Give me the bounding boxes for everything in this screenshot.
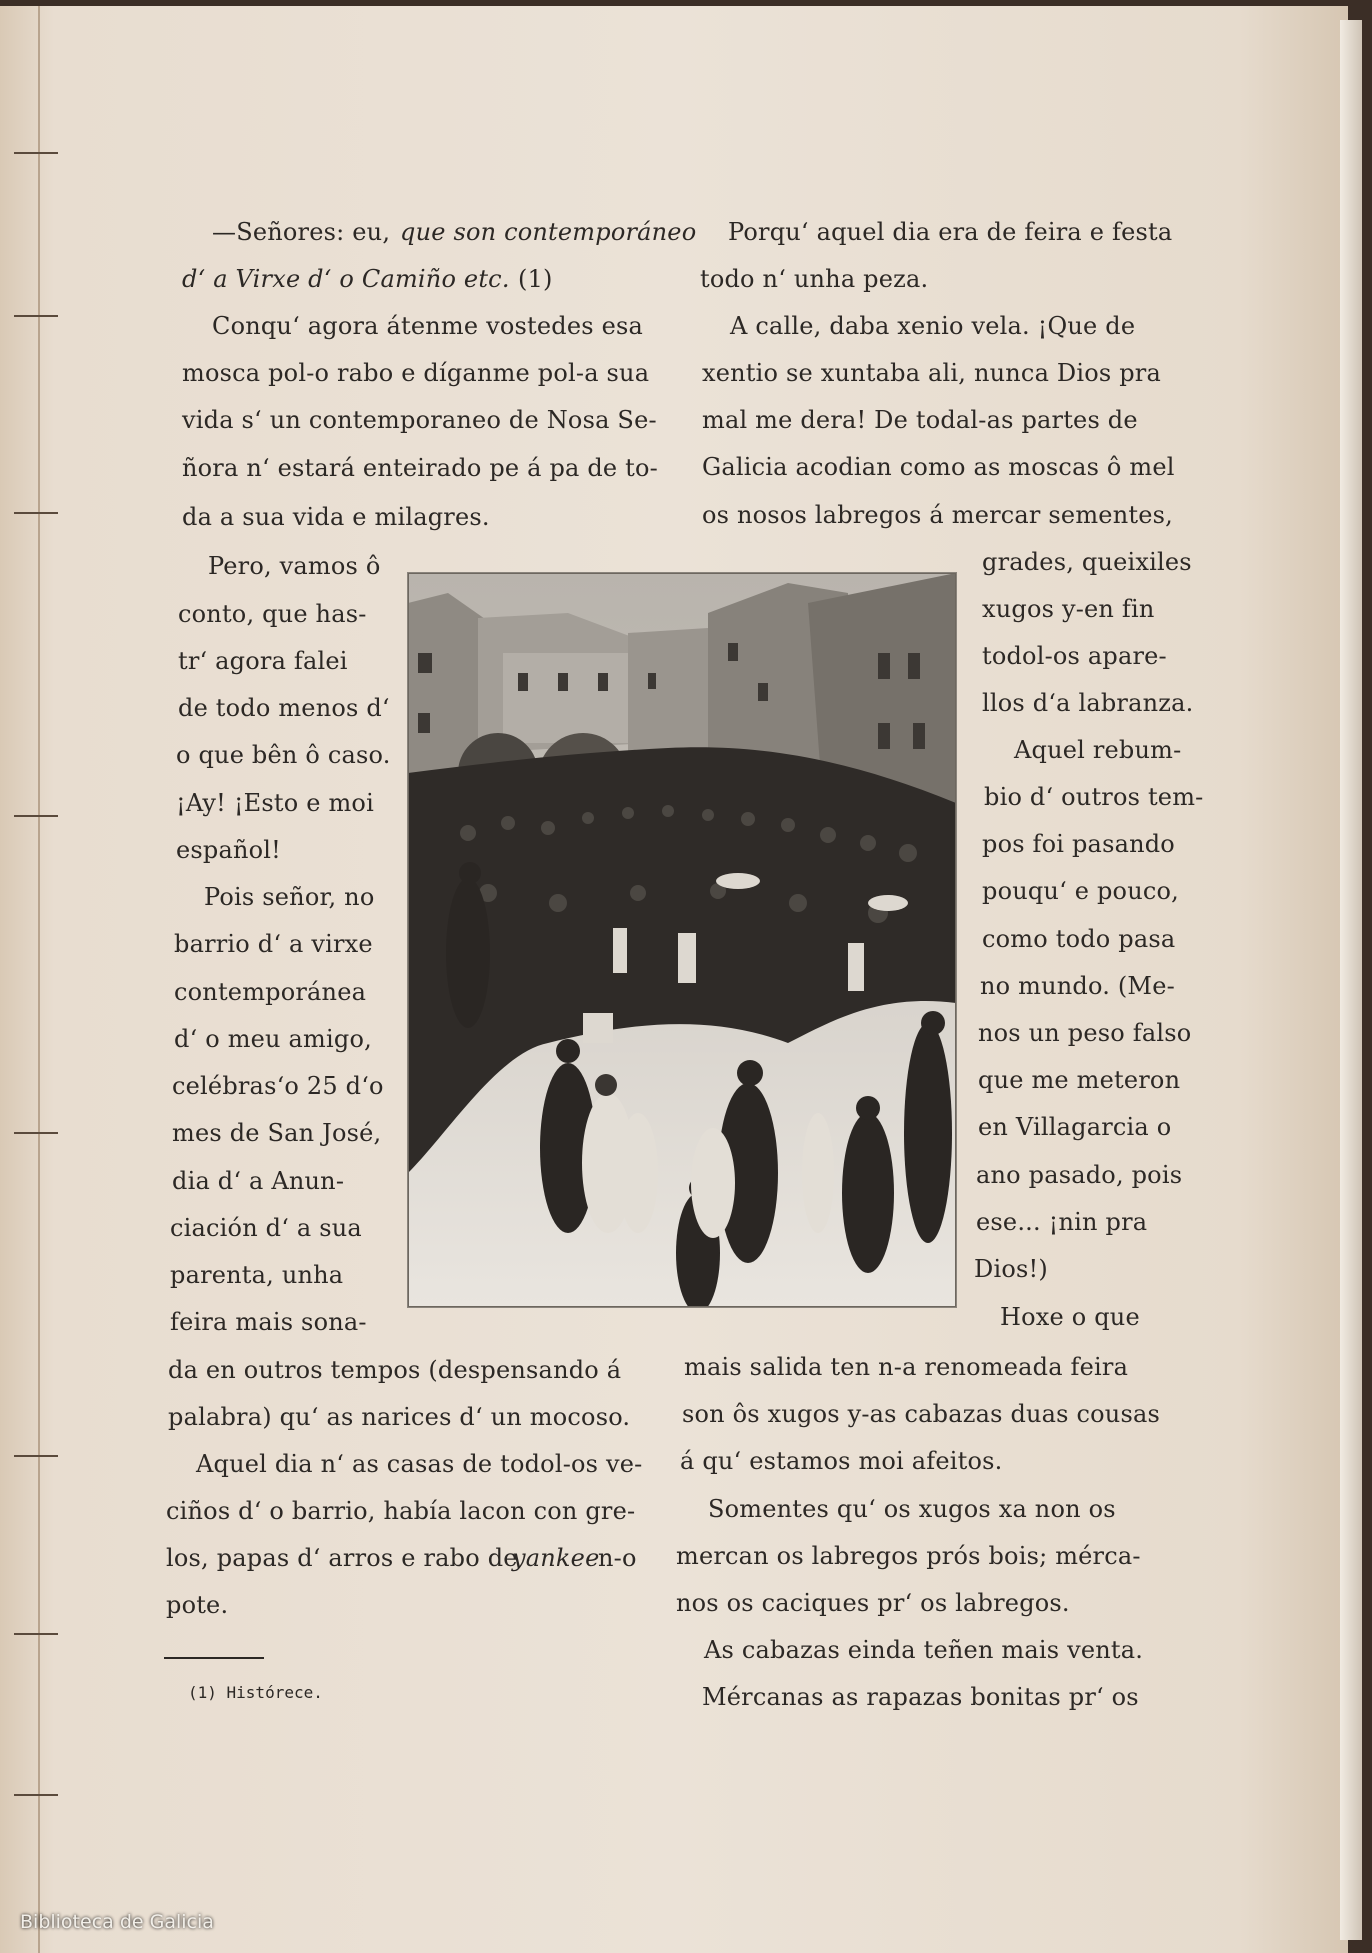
right-narrow-line: Dios!) bbox=[974, 1255, 1048, 1283]
left-narrow-line: Pero, vamos ô bbox=[208, 552, 381, 580]
left-line-4: mosca pol-o rabo e díganme pol-a sua bbox=[182, 359, 650, 387]
binding-line bbox=[38, 6, 40, 1953]
right-narrow-line: como todo pasa bbox=[982, 925, 1176, 953]
left-line-3: Conqu‘ agora átenme vostedes esa bbox=[212, 312, 643, 340]
binding-stitch bbox=[14, 1132, 58, 1134]
left-narrow-line: conto, que has- bbox=[178, 600, 367, 628]
binding-stitch bbox=[14, 815, 58, 817]
left-bottom-line: Aquel dia n‘ as casas de todol-os ve- bbox=[196, 1450, 643, 1478]
left-narrow-line: ciación d‘ a sua bbox=[170, 1214, 362, 1242]
left-narrow-line: dia d‘ a Anun- bbox=[172, 1167, 345, 1195]
right-line: xentio se xuntaba ali, nunca Dios pra bbox=[702, 359, 1161, 387]
right-bottom-line: As cabazas einda teñen mais venta. bbox=[704, 1636, 1144, 1664]
left-narrow-line: de todo menos d‘ bbox=[178, 694, 390, 722]
left-bottom-line: palabra) qu‘ as narices d‘ un mocoso. bbox=[168, 1403, 631, 1431]
page-edge bbox=[1340, 20, 1362, 1940]
right-line: mal me dera! De todal-as partes de bbox=[702, 406, 1138, 434]
footnote-rule bbox=[164, 1657, 264, 1659]
binding-stitch bbox=[14, 512, 58, 514]
right-narrow-line: ano pasado, pois bbox=[976, 1161, 1183, 1189]
left-bottom-line: da en outros tempos (despensando á bbox=[168, 1356, 622, 1384]
binding-stitch bbox=[14, 1794, 58, 1796]
right-bottom-line: Mércanas as rapazas bonitas pr‘ os bbox=[702, 1683, 1139, 1711]
right-narrow-line: ese... ¡nin pra bbox=[976, 1208, 1148, 1236]
right-bottom-line: mercan os labregos prós bois; mérca- bbox=[676, 1542, 1141, 1570]
right-narrow-line: todol-os apare- bbox=[982, 642, 1167, 670]
left-bottom-line: ciños d‘ o barrio, había lacon con gre- bbox=[166, 1497, 636, 1525]
right-narrow-line: grades, queixiles bbox=[982, 548, 1192, 576]
binding-stitch bbox=[14, 315, 58, 317]
left-narrow-line: feira mais sona- bbox=[170, 1308, 367, 1336]
left-line-1b: que son contemporáneo bbox=[400, 218, 697, 246]
right-narrow-line: Aquel rebum- bbox=[1014, 736, 1182, 764]
right-bottom-line: Somentes qu‘ os xugos xa non os bbox=[708, 1495, 1116, 1523]
left-bottom-line: los, papas d‘ arros e rabo de bbox=[166, 1544, 518, 1572]
left-line-1a: —Señores: eu, bbox=[212, 218, 391, 246]
right-narrow-line: Hoxe o que bbox=[1000, 1303, 1140, 1331]
binding-stitch bbox=[14, 1455, 58, 1457]
right-narrow-line: xugos y-en fin bbox=[982, 595, 1155, 623]
left-line-7: da a sua vida e milagres. bbox=[182, 503, 490, 531]
left-narrow-line: mes de San José, bbox=[172, 1119, 382, 1147]
left-narrow-line: barrio d‘ a virxe bbox=[174, 930, 373, 958]
footnote: (1) Histórece. bbox=[188, 1683, 323, 1702]
right-narrow-line: que me meteron bbox=[978, 1066, 1181, 1094]
right-narrow-line: nos un peso falso bbox=[978, 1019, 1192, 1047]
right-line: os nosos labregos á mercar sementes, bbox=[702, 501, 1173, 529]
left-narrow-line: d‘ o meu amigo, bbox=[174, 1025, 372, 1053]
left-bottom-italic: yankee bbox=[512, 1544, 600, 1572]
left-narrow-line: Pois señor, no bbox=[204, 883, 375, 911]
left-bottom-line: n-o bbox=[598, 1544, 637, 1572]
left-narrow-line: tr‘ agora falei bbox=[178, 647, 348, 675]
left-narrow-line: celébras‘o 25 d‘o bbox=[172, 1072, 384, 1100]
left-line-6: ñora n‘ estará enteirado pe á pa de to- bbox=[182, 454, 658, 482]
binding-stitch bbox=[14, 1633, 58, 1635]
left-narrow-line: contemporánea bbox=[174, 978, 367, 1006]
left-line-2b: (1) bbox=[518, 265, 553, 293]
right-narrow-line: no mundo. (Me- bbox=[980, 972, 1175, 1000]
right-line: Porqu‘ aquel dia era de feira e festa bbox=[728, 218, 1173, 246]
photograph-image bbox=[408, 573, 956, 1307]
right-narrow-line: pos foi pasando bbox=[982, 830, 1175, 858]
left-line-2a: d‘ a Virxe d‘ o Camiño etc. bbox=[182, 265, 510, 293]
right-line: todo n‘ unha peza. bbox=[700, 265, 929, 293]
right-bottom-line: á qu‘ estamos moi afeitos. bbox=[680, 1447, 1003, 1475]
left-bottom-line: pote. bbox=[166, 1591, 229, 1619]
left-narrow-line: o que bên ô caso. bbox=[176, 741, 391, 769]
library-watermark: Biblioteca de Galicia bbox=[20, 1911, 214, 1933]
right-line: A calle, daba xenio vela. ¡Que de bbox=[730, 312, 1136, 340]
right-narrow-line: pouqu‘ e pouco, bbox=[982, 877, 1179, 905]
street-fair-photograph bbox=[407, 572, 957, 1308]
left-narrow-line: ¡Ay! ¡Esto e moi bbox=[176, 789, 374, 817]
right-bottom-line: son ôs xugos y-as cabazas duas cousas bbox=[682, 1400, 1161, 1428]
left-line-5: vida s‘ un contemporaneo de Nosa Se- bbox=[182, 406, 657, 434]
binding-stitch bbox=[14, 152, 58, 154]
right-narrow-line: llos d‘a labranza. bbox=[982, 689, 1194, 717]
right-bottom-line: mais salida ten n-a renomeada feira bbox=[684, 1353, 1129, 1381]
left-narrow-line: español! bbox=[176, 836, 282, 864]
left-narrow-line: parenta, unha bbox=[170, 1261, 344, 1289]
right-bottom-line: nos os caciques pr‘ os labregos. bbox=[676, 1589, 1070, 1617]
right-narrow-line: en Villagarcia o bbox=[978, 1113, 1172, 1141]
right-line: Galicia acodian como as moscas ô mel bbox=[702, 453, 1175, 481]
right-narrow-line: bio d‘ outros tem- bbox=[984, 783, 1204, 811]
